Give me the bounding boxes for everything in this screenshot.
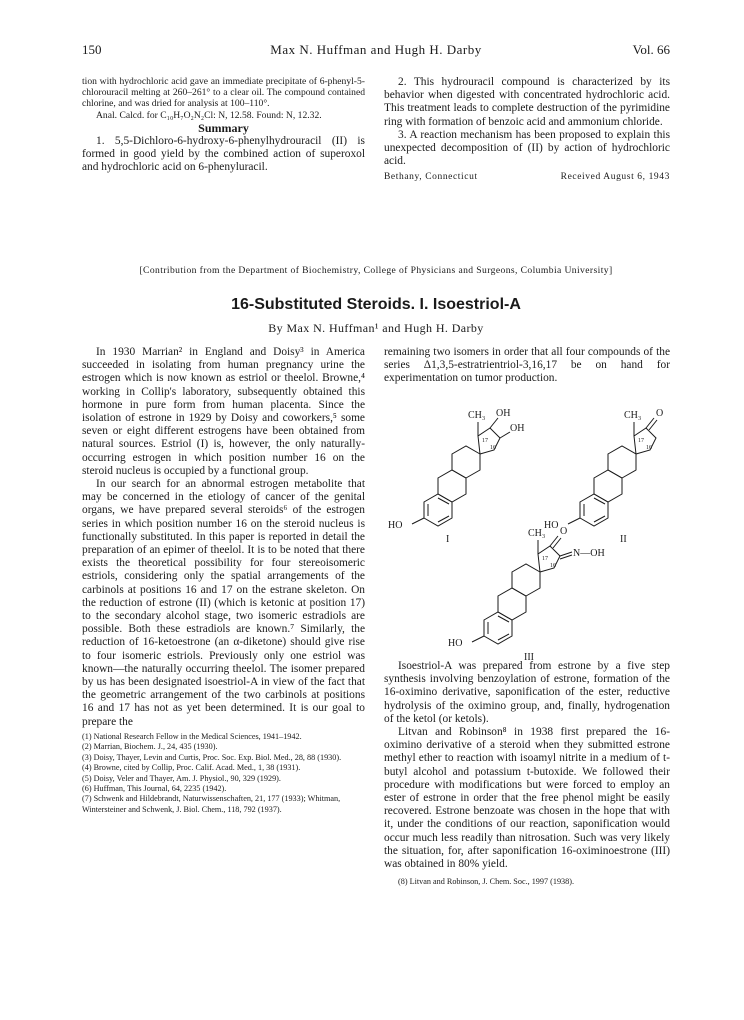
running-title: Max N. Huffman and Hugh H. Darby: [270, 42, 482, 57]
footnote: (8) Litvan and Robinson, J. Chem. Soc., 1997 (1938).: [398, 877, 575, 887]
position-label: 16: [646, 445, 652, 451]
position-label: 16: [550, 563, 556, 569]
chemical-structures: [384, 384, 670, 663]
structure-label-ii: II: [620, 534, 627, 545]
summary-item-1: 1. 5,5-Dichloro-6-hydroxy-6-phenylhydrouracil (II) is formed in good yield by the combined action of superoxol and hydrochloric acid on 6-phenyluracil.: [82, 135, 365, 174]
position-label: 17: [638, 438, 644, 444]
footnote: (2) Marrian, Biochem. J., 24, 435 (1930).: [82, 742, 218, 752]
paragraph-remaining: remaining two isomers in order that all four compounds of the series Δ1,3,5-estratrientriol-3,16,17 be on hand for experimentation on tumor production.: [384, 346, 670, 385]
ch3-label: CH₃: [528, 528, 546, 539]
article-right-top: [384, 346, 670, 386]
prev-tail-text: tion with hydrochloric acid gave an immediate precipitate of 6-phenyl-5-chlorouracil melting at 260–261° to a clear oil. The compound contained chlorine, and was dried for analysis at 100–110°.: [82, 76, 365, 110]
footnote: (7) Schwenk and Hildebrandt, Naturwissenschaften, 21, 177 (1933); Whitman, Wintersteiner and Schwenk, J. Biol. Chem., 118, 792 (1937).: [82, 794, 341, 814]
prev-article-right: [384, 76, 670, 185]
paragraph-search: In our search for an abnormal estrogen metabolite that may be concerned in the etiology of cancer of the genital organs, we have prepared several steroids⁶ of the estrogen series in which position number 16 on the steroid nucleus is functionally substituted. In this paper is reported in detail the preparation of an epimer of theelol. It is to be noted that there exists the theoretical possibility for four stereoisomeric estriols, considering only the spatial arrangements of the carbinols at positions 16 and 17 on the estrane skeleton. On the reduction of estrone (II) (which is ketonic at position 17) to the secondary alcohol stage, two isomeric estradiols are possible. Both these estradiols are known.⁷ Similarly, the reduction of 16-ketoestrone (an α-diketone) should give rise to four isomeric estriols. Previously only one estriol was known—the naturally occurring theelol. The isomer prepared by us has been designated isoestriol-A in view of the fact that the geometric arrangement of the two carbinols at positions 16 and 17 has not as yet been determined. It is our goal to prepare the: [82, 478, 365, 728]
footnote: (4) Browne, cited by Collip, Proc. Calif. Acad. Med., 1, 38 (1931).: [82, 763, 301, 773]
summary-heading: Summary: [198, 120, 249, 135]
structure-estrone: [544, 408, 663, 545]
article-right-bottom: [384, 660, 670, 888]
ch3-label: CH₃: [468, 410, 486, 421]
footnote: (5) Doisy, Veler and Thayer, Am. J. Physiol., 90, 329 (1929).: [82, 773, 281, 783]
footnote: (1) National Research Fellow in the Medical Sciences, 1941–1942.: [82, 731, 302, 741]
ho-label: HO: [544, 520, 559, 531]
article-left-column: [82, 346, 365, 815]
page-number: 150: [82, 42, 102, 57]
footnote: (3) Doisy, Thayer, Levin and Curtis, Proc. Soc. Exp. Biol. Med., 28, 88 (1930).: [82, 752, 342, 762]
volume-label: Vol. 66: [632, 42, 670, 57]
received-date: Received August 6, 1943: [560, 172, 670, 183]
location: Bethany, Connecticut: [384, 172, 478, 183]
position-label: 16: [490, 445, 496, 451]
position-label: 17: [482, 438, 488, 444]
footnote: (6) Huffman, This Journal, 64, 2235 (1942).: [82, 783, 227, 793]
contribution-note: [Contribution from the Department of Biochemistry, College of Physicians and Surgeons, Columbia University]: [139, 265, 613, 276]
ho-label: HO: [448, 638, 463, 649]
structure-label-i: I: [446, 534, 450, 545]
article-title: 16-Substituted Steroids. I. Isoestriol-A: [231, 296, 521, 313]
paragraph-litvan: Litvan and Robinson⁸ in 1938 first prepared the 16-oximino derivative of a steroid when they submitted estrone methyl ether to reaction with isoamyl nitrite in a medium of t-butyl alcohol and potassium t-butoxide. We followed their procedure with modifications but were forced to employ an ester of estrone in order that the free phenol might be easily recovered. Estrone benzoate was chosen in the hope that with it, under the conditions of our reaction, saponification would occur much less readily than nitrosation. Such was very likely the situation, for, after saponification 16-oximinoestrone (III) was obtained in 80% yield.: [384, 726, 670, 871]
prev-article-left: [82, 76, 365, 175]
byline: By Max N. Huffman¹ and Hugh H. Darby: [268, 321, 484, 335]
o-label: O: [560, 526, 568, 537]
structure-label-iii: III: [524, 652, 534, 663]
paragraph-preparation: Isoestriol-A was prepared from estrone by a five step synthesis involving benzoylation of estrone, formation of the 16-oximino derivative, saponification of the ester, reductive hydrolysis of the oximino group, and, finally, hydrogenation of the ketol (or ketols).: [384, 660, 670, 725]
analysis-line: Anal. Calcd. for C₁₀H₇O₂N₂Cl: N, 12.58. Found: N, 12.32.: [96, 109, 322, 121]
paragraph-intro: In 1930 Marrian² in England and Doisy³ in America succeeded in isolating from human pregnancy urine the estrogen which is now known as estriol or theelol. Browne,⁴ working in Collip's laboratory, subsequently obtained this hormone in pure form from human placenta. Since the isolation of estrone in 1929 by Doisy and coworkers,⁵ some seven or eight different estrogens have been obtained from natural sources. Estriol (I) is, however, the only naturally-occurring estrogen in which position number 16 on the steroid nucleus is occupied by a functional group.: [82, 346, 365, 477]
position-label: 17: [542, 556, 548, 562]
page-header: [82, 42, 670, 60]
o-label: O: [656, 408, 664, 419]
oh-label: OH: [510, 423, 525, 434]
structure-estriol: [388, 408, 524, 545]
structures-svg: [384, 384, 670, 663]
footnotes-left: [82, 732, 365, 815]
ch3-label: CH₃: [624, 410, 642, 421]
footnotes-right: [384, 877, 670, 887]
structure-oximinoestrone: [448, 526, 605, 663]
summary-item-2: 2. This hydrouracil compound is characterized by its behavior when digested with concentrated hydrochloric acid. This treatment leads to complete destruction of the pyrimidine ring with formation of benzoic acid and ammonium chloride.: [384, 76, 670, 128]
ho-label: HO: [388, 520, 403, 531]
noh-label: N—OH: [573, 548, 605, 559]
signature-line: [384, 171, 670, 184]
oh-label: OH: [496, 408, 511, 419]
summary-item-3: 3. A reaction mechanism has been proposed to explain this unexpected decomposition of (II) by action of hydrochloric acid.: [384, 128, 670, 168]
